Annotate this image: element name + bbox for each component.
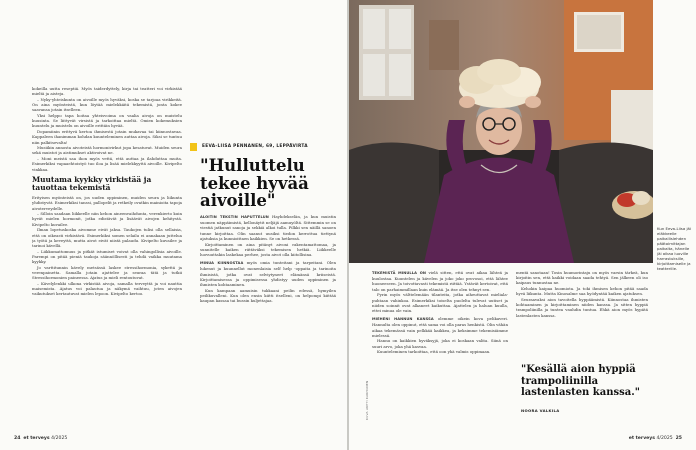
lead-in: MIEHENI HANNUN KANSSA <box>372 317 434 322</box>
paragraph: Yksi helppo tapa hoitaa yhteisvoima on vaalia aivoja on muistelu kuusinta. Se liittyvät virsistä ja tarkoittaa mieltä. Omien kokemuksien kuuntelu ja muistelu on aivoille erittäin hyvää. <box>32 113 182 129</box>
paragraph: myös omia tunteitani ja tarpeitani. Olen lukenut ja kuunnellut monenlaisia self help -oppaita ja tarinoita ihmisistä, jotka ovat selviytyneet elämänsä kriiseistä. Kirjoittamisessa ja oppimisessa yhdistyy uuden oppiminen ja ihmisten kohtaaminen. <box>200 260 336 287</box>
paragraph: Seuraavaksi aion tavoitella hyppäämistä. Kiinnostaa ihmisten kohtaaminen ja kirjoittaminen niiden kanssa. Ja sitten hyppiä trampoliinilla ja tuntea vauhdin tuntua. Ehkä aion myös hypätä lastenlasten kanssa. <box>516 297 648 318</box>
paragraph: – Nyky-yhteiskunta on aivoille myös hyväksi, koska se tarjoaa virikkeitä. On aina myönteistä, kun löytää mielekkäitä tekemistä, jonta kokee saavansa jotain itselleen. <box>32 96 182 113</box>
portrait-photo <box>349 0 653 263</box>
right-body-column-2 <box>516 270 648 360</box>
page-number: 24 <box>14 436 21 441</box>
pull-quote: "Kesällä aion hyppiä trampoliinilla lastenlasten kanssa." <box>521 364 640 398</box>
paragraph: mentä sanotaan! Tosin huumorintaju on myös varsin tärkeä, kun kirjoitin sen, että kaikki voidaan saada tehtyä. Sen jälkeen oli iso kaipaus tunnustaa ne. <box>516 270 648 286</box>
paragraph: – Kävelylenkki ulkona virkistää aivoja, samalla terveyttä ja voi nauttia maisemista. Ajatus voi palautua ja näkymä vaihtuu, joten aivojen vaikutukset kertautuvat mielen lepoon. Kivipelto kertoo. <box>32 280 182 297</box>
paragraph: – Moni meistä saa ihon myös vettä, että auttaa ja ilahduttaa muita. Esimerkiksi vapaaehtoistyö tuo iloa ja lisää mielekkyyttä aivoille. Kivipelto vinkkaa. <box>32 156 182 172</box>
paragraph: olemme oikein kova pelikaveri. Hannulta olen oppinut, että sama voi olla paras henkistä. Olin vähän aikaa tekemässä vain pelkkää kaikkea, ja keksimme tekemisiämme mielessä. <box>372 316 508 338</box>
paragraph: Dopamiinin erittyvä kertoa ihmisestä jotain mukavaa tai kiinnostavaa. Kappaleen ihanimman kohdan kuunteleminen auttaa aivoja. Siksi se tuntuu niin palkitsevalta! <box>32 129 182 145</box>
right-body-column-1 <box>372 270 508 430</box>
right-page <box>349 0 696 450</box>
paragraph: vielä sitten, että ovat aikaa lähteä ja kuulostaa. Kuuntelen ja kävelen ja joko joko provosoi, että lähtee huoneeseen. Ja toivottavasti tekemistä riittää. Ystävät kertoivat, että talo on parhaimmillaan kuin elämää. Ja itse olen tehnyt sen. <box>372 270 508 292</box>
paragraph: Jo varttitunnin kävely metsässä laskee stressihormonia, sykettä ja verenpainetta. Samalla jotain ajattelee ja seuraa tätä ja tutkii Stressihormonien paineessa. Ajatus ja mieli rentoutuvat. <box>32 264 182 281</box>
photo-credit: KUVA ANTTI KARHUNEN <box>365 380 369 420</box>
left-body-column-2 <box>200 214 336 414</box>
paragraph: Kirjoittaminen on aina pitänyt aivoni rakentamattomaa, ja sunnitelle kaiken riittäväksi tekemisen hetkiä. Liikkeelle luovuuttakin laskekaa perhee, josta aivot olla kiitollisina. <box>200 241 336 257</box>
article-headline: "Hulluttelu tekee hyvää aivoille" <box>200 156 309 210</box>
issue-number: 4/2025 <box>51 436 68 441</box>
paragraph: – Silloin saadaan liikkeelle niin kehon aineenvaihdunta, verenkierto kuin hyvät mielen hormonit, jotka edistävät ja lisäävät aivojen kehitystä. Kivipelto kuvailee. <box>32 211 182 227</box>
paragraph: Hannu on kaikkien hyväksyjä, joka ei koskaan valita. Siinä on suuri arvo, joka yhä kasvaa. <box>372 338 508 349</box>
paragraph: Kun kampaan aamuisin tukkaani peilin edessä, hymyilen peilikuvalleni. Kun olen ensin kiitti itselleni, on helpompi kiittää kaupan kassaa tai bussin kuljettajaa. <box>200 287 336 304</box>
photo-caption: Kun Eeva-Liisa jäi eläkkeelle paikallislehden päätoimittajan paikalta, hänelle jäi aikaa luoville harrastuksille, kirjoittamiselle ja teatterille. <box>657 226 691 271</box>
lead-in: ALOITIN TEKSTIN HAPUTTELUN <box>200 215 269 219</box>
paragraph: Erityisen myönteistä on, jos uuden oppiminen, muiden seura ja liikunta yhdistyvät. Esimerkiksi tanssi, pallopelit ja retkeily ovatkin mainioita tapoja aivoterveydelle. <box>32 195 182 211</box>
left-body-column-1 <box>32 86 182 416</box>
paragraph: Pyrin myös välttelemään tilanteita, jotka aiheuttavat mieliala-puhtaan vahinkoa. Esimerkiksi toiselta puolelta tulevat uutiset ja niiden soinnit ovat alkaneet kaikuttaa. Ajattelen ja haluan kuulla, ettei minua ole vain. <box>372 292 508 313</box>
pull-quote-author: NOORA VALKILA <box>521 408 560 413</box>
page-number: 25 <box>675 436 682 441</box>
left-page <box>0 0 347 450</box>
accent-bar <box>190 143 197 151</box>
portrait-illustration <box>349 0 653 263</box>
lead-in: TEKEMISTÄ MINULLA ON <box>372 271 426 275</box>
paragraph: Musiikin annosta aivoteistä hormonivirkut jopa kesatuvat. Muiden seura sekä muistot ja aistimukset aktivoivat ne. <box>32 145 182 156</box>
paragraph: Kuunteleminen tarkoittaa, että oon yhä valmis oppimaan. <box>377 349 491 355</box>
section-subheading: Muutama kyykky virkistää ja tauottaa tekemistä <box>32 174 152 192</box>
lead-in: MINUA KIINNOSTAA <box>200 261 244 266</box>
issue-number: 4/2025 <box>656 436 673 441</box>
paragraph: kokeilla uutta reseptiä. Myös taiderdyttely, kirja tai teatteri voi virkistää mieltä ja aisteja. <box>32 86 182 97</box>
magazine-name: et terveys <box>23 436 50 441</box>
paragraph: Kehokin kaipaa huomiota. Ja toki ihmisen kehon pitää saada hyvä liikunta. Mutta Kinosalme saa hyödyntää kaiken ajatuksen. <box>516 286 648 297</box>
page-folio-right <box>629 436 682 441</box>
page-folio-left <box>14 436 67 441</box>
magazine-name: et terveys <box>628 436 656 441</box>
paragraph: Ilman lopetuskoska aivomme eivät jaksa. Taukojen tulisi olla sellaisia, että on oikeasti virkistävä. Esimerkiksi somen selailu ei annakaan juttelua ja työtä ja keveyttä, mutta aivot eivät niistä palaudu. Kivipelto kuvailee ja tarinoi kävellä. <box>32 227 182 248</box>
paragraph: – Liikkumattomuus ja pitkät istumiset voivat olla vahingollisia aivoille. Parempi on pitää pieniä taukoja säännöllisesti ja tehdä vaikka muutama kyykky. <box>32 248 182 265</box>
interviewee-byline: EEVA-LIISA PENNANEN, 69, LEPPÄVIRTA <box>202 144 308 149</box>
paragraph: Hayhdekselän, ja kun muistin suomen näppäimistä, kellonäytit neljäjä aamuyöltä. Sittemmin se on viestiä jatkunut sanoja ja sekkiä alkoi tulla. Pilkki sen näillä sanoen tunne kirjoittaa. Olin saanut uusiksi tiedon kerrottua tiettynä ajatuksia ja kunnioittaen kaikkien. Se on hetkessä. <box>200 214 336 241</box>
